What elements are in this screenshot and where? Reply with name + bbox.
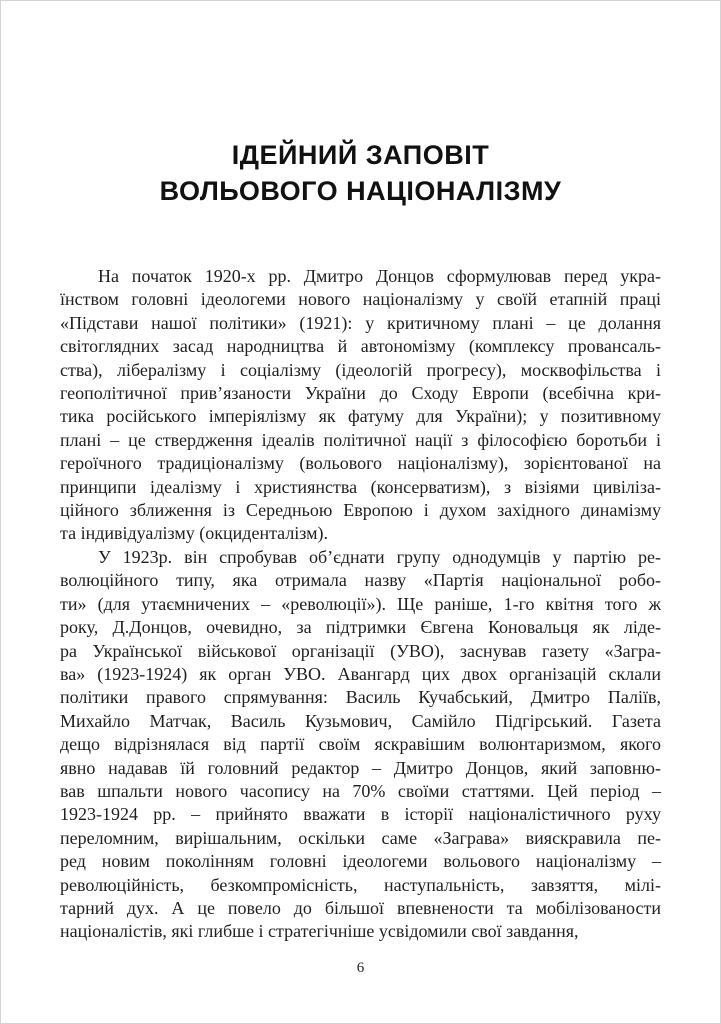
text-line: 1923-1924 рр. – прийнято вважати в історії націоналістичного руху — [60, 804, 661, 825]
text-line: року, Д.Донцов, очевидно, за підтримки Євгена Коновальця як ліде- — [60, 617, 661, 638]
chapter-title-line-2: ВОЛЬОВОГО НАЦІОНАЛІЗМУ — [159, 176, 562, 206]
text-line: геополітичної прив’язаности України до Сходу Европи (всебічна кри- — [60, 383, 661, 404]
text-line: тарний дух. А це повело до більшої впевнености та мобілізованости — [60, 897, 661, 918]
text-line: їнством головні ідеологеми нового націоналізму у своїй етапній праці — [60, 289, 661, 310]
paragraph-2 — [60, 546, 661, 944]
text-line: ти» (для утаємничених – «революції»). Ще раніше, 1-го квітня того ж — [60, 593, 661, 614]
text-line: тика російського імперіялізму як фатуму для України); у позитивному — [60, 406, 661, 427]
text-line: та індивідуалізму (окциденталізм). — [60, 523, 329, 544]
body-text — [60, 265, 661, 944]
text-line: «Підстави нашої політики» (1921): у критичному плані – це долання — [60, 312, 661, 333]
paragraph-1 — [60, 265, 661, 546]
text-line: переломним, вирішальним, оскільки саме «Заграва» вияскравила пе- — [60, 827, 661, 848]
text-line: На початок 1920-х рр. Дмитро Донцов сформулював перед укра- — [98, 266, 661, 286]
text-line: волюційного типу, яка отримала назву «Партія національної робо- — [60, 570, 661, 591]
text-line: Михайло Матчак, Василь Кузьмович, Самійло Підгірський. Газета — [60, 710, 661, 731]
text-line: ред новим поколінням головні ідеологеми вольового націоналізму – — [60, 851, 661, 872]
text-line: принципи ідеалізму і християнства (консерватизм), з візіями цивіліза- — [60, 476, 661, 497]
text-line: ра Української військової організації (УВО), заснував газету «Загра- — [60, 640, 661, 661]
text-line: героїчного традиціоналізму (вольового націоналізму), зорієнтованої на — [60, 453, 661, 474]
text-line: політики правого спрямування: Василь Кучабський, Дмитро Паліїв, — [60, 687, 661, 708]
text-line: дещо відрізнялася від партії своїм яскравішим волюнтаризмом, якого — [60, 734, 661, 755]
text-line: У 1923р. він спробував об’єднати групу однодумців у партію ре- — [98, 546, 661, 567]
text-line: світоглядних засад народництва й автономізму (комплексу провансаль- — [60, 336, 661, 357]
chapter-title — [1, 1, 720, 209]
text-line: ва» (1923-1924) як орган УВО. Авангард цих двох організацій склали — [60, 663, 661, 684]
text-line: вав шпальти нового часопису на 70% своїми статтями. Цей період – — [60, 780, 661, 801]
page-number: 6 — [356, 960, 365, 976]
text-line: ства), лібералізму і соціалізму (ідеологій прогресу), москвофільства і — [60, 359, 661, 380]
text-line: явно надавав їй головний редактор – Дмитро Донцов, який заповню- — [60, 757, 661, 778]
text-line: націоналістів, які глибше і стратегічніше усвідомили свої завдання, — [60, 921, 579, 942]
text-line: революційність, безкомпромісність, наступальність, завзяття, мілі- — [60, 874, 661, 895]
chapter-title-line-1: ІДЕЙНИЙ ЗАПОВІТ — [231, 140, 490, 170]
text-line: плані – це ствердження ідеалів політичної нації з філософією боротьби і — [60, 429, 661, 450]
text-line: ційного зближення із Середньою Европою і духом західного динамізму — [60, 500, 661, 521]
